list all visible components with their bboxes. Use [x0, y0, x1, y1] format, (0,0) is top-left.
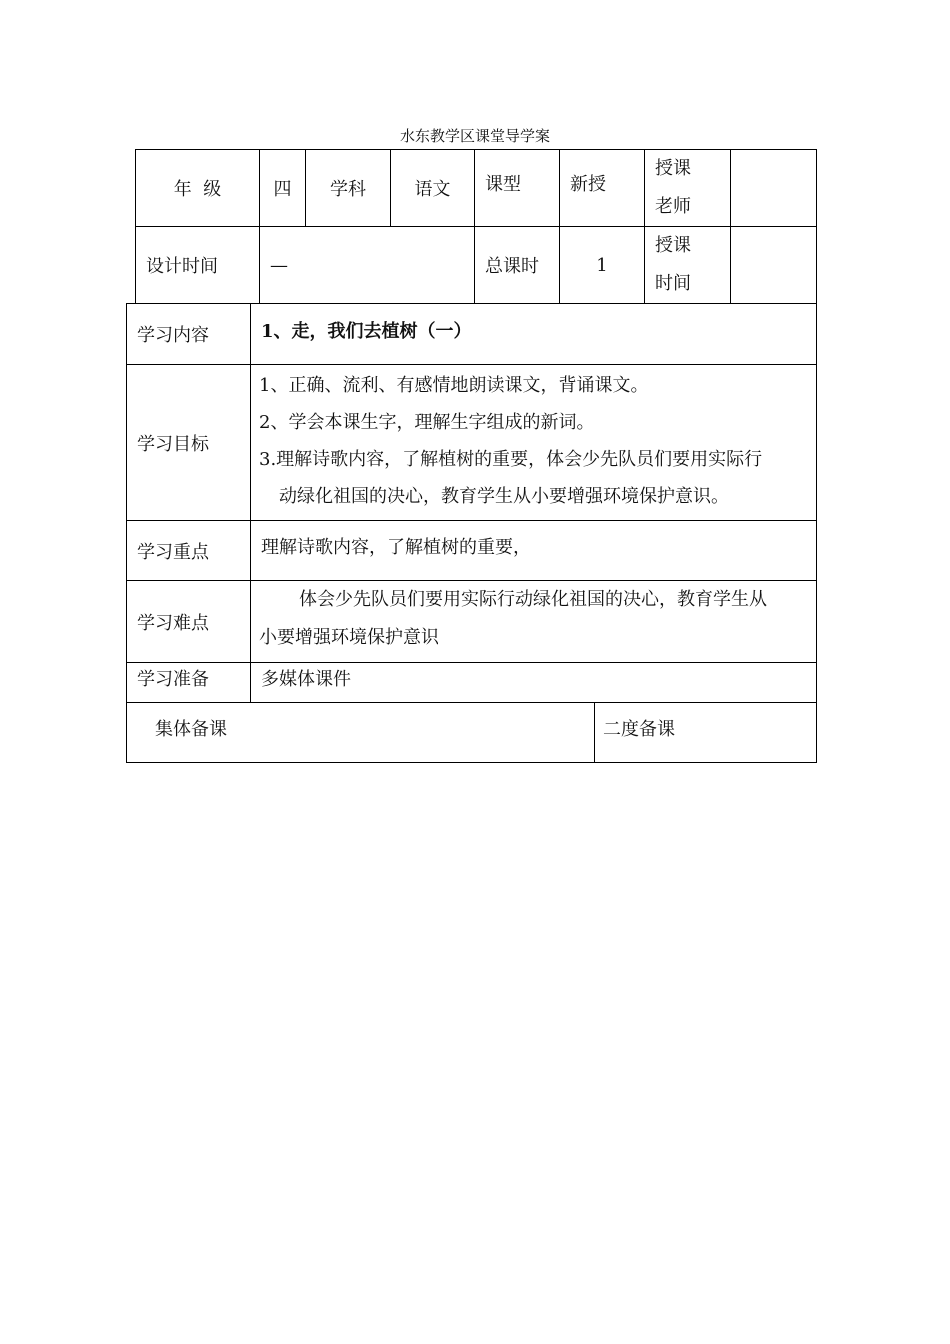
difficult-label: 学习难点 [127, 581, 251, 663]
teach-time-label-line1: 授课 [655, 235, 691, 256]
teach-time-value [731, 227, 817, 304]
content-label: 学习内容 [127, 304, 251, 365]
grade-label: 年 级 [136, 150, 260, 227]
lesson-header-table [135, 149, 817, 304]
total-hours-label: 总课时 [475, 227, 560, 304]
goals-label: 学习目标 [127, 365, 251, 521]
key-label: 学习重点 [127, 521, 251, 581]
collective-prep-label: 集体备课 [127, 703, 595, 763]
goal-item: 动绿化祖国的决心，教育学生从小要增强环境保护意识。 [279, 486, 729, 507]
document-title: 水东教学区课堂导学案 [399, 127, 550, 145]
teacher-value [731, 150, 817, 227]
lesson-plan-table [126, 303, 817, 763]
teacher-label-line1: 授课 [655, 158, 691, 179]
subject-value: 语文 [391, 150, 475, 227]
subject-label: 学科 [306, 150, 391, 227]
grade-value: 四 [260, 150, 306, 227]
content-value: 1、走，我们去植树（一） [251, 304, 817, 365]
teacher-label-line2: 老师 [655, 196, 691, 217]
design-time-label: 设计时间 [136, 227, 260, 304]
teach-time-label [645, 227, 731, 304]
goal-item: 3.理解诗歌内容，了解植树的重要，体会少先队员们要用实际行 [259, 449, 763, 470]
lesson-type-label: 课型 [475, 150, 560, 227]
teach-time-label-line2: 时间 [655, 273, 691, 294]
goals-list [251, 365, 817, 521]
key-value: 理解诗歌内容，了解植树的重要， [251, 521, 817, 581]
difficult-value [251, 581, 817, 663]
difficult-line1: 体会少先队员们要用实际行动绿化祖国的决心，教育学生从 [299, 589, 767, 610]
goal-item: 1、正确、流利、有感情地朗读课文，背诵课文。 [259, 375, 649, 396]
difficult-line2: 小要增强环境保护意识 [259, 627, 439, 648]
prep-value: 多媒体课件 [251, 663, 817, 703]
design-time-value: — [260, 227, 475, 304]
lesson-type-value: 新授 [560, 150, 645, 227]
teacher-label [645, 150, 731, 227]
secondary-prep-label: 二度备课 [595, 703, 817, 763]
prep-label: 学习准备 [127, 663, 251, 703]
total-hours-value: 1 [560, 227, 645, 304]
goal-item: 2、学会本课生字，理解生字组成的新词。 [259, 412, 595, 433]
